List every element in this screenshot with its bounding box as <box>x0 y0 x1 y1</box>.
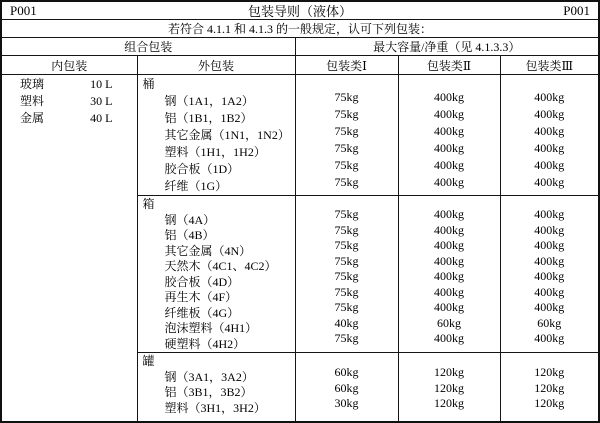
max-net-mass-value: 75kg <box>334 175 359 189</box>
column-header-packing-group-3: 包装类Ⅲ <box>500 56 598 75</box>
max-net-mass-value: 400kg <box>534 90 565 104</box>
instruction-code-right: P001 <box>563 2 591 18</box>
max-net-mass-value: 400kg <box>434 107 464 121</box>
inner-packaging-cell <box>2 75 137 423</box>
max-net-mass-value: 60kg <box>334 380 359 395</box>
max-net-mass-value: 30kg <box>334 396 359 410</box>
max-net-mass-value: 75kg <box>334 90 359 104</box>
max-net-mass-value: 400kg <box>434 141 464 155</box>
pg3-values-boxes <box>500 196 598 353</box>
inner-packaging-row <box>2 93 137 110</box>
pg2-values-drums <box>398 75 500 196</box>
outer-material-label: 胶合板（1D） <box>164 162 240 176</box>
outer-material-label: 钢（3A1，3A2） <box>164 369 254 384</box>
column-header-outer-packaging: 外包装 <box>137 56 295 75</box>
max-net-mass-value: 400kg <box>434 90 464 104</box>
outer-packaging-cell-boxes <box>137 196 295 353</box>
title-row <box>2 2 598 20</box>
max-net-mass-value: 120kg <box>534 380 565 395</box>
inner-capacity-metal: 40 L <box>90 111 113 125</box>
column-header-packing-group-2: 包装类Ⅱ <box>398 56 500 75</box>
outer-material-label: 铝（3B1，3B2） <box>164 385 253 399</box>
max-net-mass-value: 400kg <box>434 124 464 138</box>
max-net-mass-value: 400kg <box>534 331 565 345</box>
instruction-code-left: P001 <box>10 2 37 18</box>
max-net-mass-value: 120kg <box>534 365 565 379</box>
max-net-mass-value: 400kg <box>534 158 565 172</box>
max-net-mass-value: 400kg <box>434 284 464 299</box>
max-net-mass-value: 400kg <box>434 158 464 172</box>
outer-material-label: 钢（1A1，1A2） <box>164 94 254 108</box>
max-net-mass-value: 400kg <box>434 253 464 268</box>
max-net-mass-value: 75kg <box>334 141 359 155</box>
max-net-mass-value: 400kg <box>434 300 464 314</box>
pg1-values-jerricans <box>295 353 398 423</box>
outer-material-label: 纤维板（4G） <box>164 305 240 320</box>
inner-packaging-row <box>2 76 137 93</box>
outer-material-label: 塑料（3H1，3H2） <box>164 400 266 415</box>
max-net-mass-value: 400kg <box>534 107 565 121</box>
max-net-mass-value: 120kg <box>534 396 565 410</box>
outer-material-label: 其它金属（4N） <box>164 243 252 258</box>
max-net-mass-value: 400kg <box>534 141 565 155</box>
pg1-values-boxes <box>295 196 398 353</box>
max-net-mass-value: 400kg <box>434 331 464 345</box>
pg3-values-jerricans <box>500 353 598 423</box>
column-header-packing-group-1: 包装类Ⅰ <box>295 56 398 75</box>
outer-material-label: 其它金属（1N1，1N2） <box>164 128 290 142</box>
section-label-jerricans: 罐 <box>142 354 155 368</box>
max-net-mass-value: 400kg <box>434 207 464 221</box>
inner-capacity-glass: 10 L <box>90 77 113 91</box>
max-net-mass-value: 400kg <box>534 207 565 221</box>
max-net-mass-value: 75kg <box>334 300 359 314</box>
max-net-mass-value: 400kg <box>434 238 464 252</box>
condition-note: 若符合 4.1.1 和 4.1.3 的一般规定，认可下列包装： <box>2 20 598 38</box>
max-net-mass-value: 60kg <box>334 365 359 379</box>
max-net-mass-value: 120kg <box>434 365 464 379</box>
max-net-mass-value: 60kg <box>437 315 461 330</box>
outer-material-label: 胶合板（4D） <box>164 274 240 289</box>
max-net-mass-value: 400kg <box>434 175 464 189</box>
max-net-mass-value: 400kg <box>534 238 565 252</box>
outer-material-label: 天然木（4C1、4C2） <box>164 259 277 273</box>
inner-material-metal: 金属 <box>20 111 45 125</box>
inner-packaging-row <box>2 110 137 127</box>
max-net-mass-value: 400kg <box>434 222 464 237</box>
max-net-mass-value: 400kg <box>534 222 565 237</box>
drum-material-list <box>138 93 295 195</box>
inner-material-plastic: 塑料 <box>20 94 45 108</box>
outer-packaging-cell-jerricans <box>137 353 295 423</box>
pg2-values-boxes <box>398 196 500 353</box>
column-header-inner-packaging: 内包装 <box>2 56 137 75</box>
outer-material-label: 纤维（1G） <box>164 179 228 193</box>
max-net-mass-value: 60kg <box>537 315 562 330</box>
max-net-mass-value: 75kg <box>334 253 359 268</box>
max-net-mass-value: 120kg <box>434 380 464 395</box>
max-net-mass-value: 75kg <box>334 284 359 299</box>
max-net-mass-value: 75kg <box>334 331 359 345</box>
max-net-mass-value: 400kg <box>434 269 464 283</box>
max-net-mass-value: 400kg <box>534 284 565 299</box>
box-material-list <box>138 213 295 353</box>
max-net-mass-value: 400kg <box>534 175 565 189</box>
max-net-mass-value: 400kg <box>534 269 565 283</box>
max-net-mass-value: 75kg <box>334 124 359 138</box>
section-label-boxes: 箱 <box>142 197 155 211</box>
outer-material-label: 再生木（4F） <box>164 290 238 304</box>
outer-material-label: 泡沫塑料（4H1） <box>164 321 258 335</box>
max-net-mass-value: 75kg <box>334 158 359 172</box>
outer-material-label: 铝（4B） <box>164 228 215 242</box>
inner-capacity-plastic: 30 L <box>90 94 113 108</box>
pg2-values-jerricans <box>398 353 500 423</box>
jerrican-material-list <box>138 370 295 417</box>
section-label-drums: 桶 <box>142 77 155 91</box>
max-net-mass-value: 400kg <box>534 253 565 268</box>
max-net-mass-value: 75kg <box>334 107 359 121</box>
max-net-mass-value: 75kg <box>334 269 359 283</box>
max-net-mass-value: 75kg <box>334 222 359 237</box>
outer-packaging-cell-drums <box>137 75 295 196</box>
inner-material-glass: 玻璃 <box>20 77 45 91</box>
max-net-mass-value: 40kg <box>334 315 359 330</box>
group-header-combination: 组合包装 <box>2 38 295 56</box>
outer-material-label: 铝（1B1，1B2） <box>164 111 253 125</box>
outer-material-label: 塑料（1H1，1H2） <box>164 145 266 159</box>
pg3-values-drums <box>500 75 598 196</box>
max-net-mass-value: 400kg <box>534 300 565 314</box>
max-net-mass-value: 120kg <box>434 396 464 410</box>
outer-material-label: 钢（4A） <box>164 212 216 227</box>
outer-material-label: 硬塑料（4H2） <box>164 336 246 351</box>
group-header-max-capacity: 最大容量/净重（见 4.1.3.3） <box>295 38 598 56</box>
max-net-mass-value: 75kg <box>334 207 359 221</box>
max-net-mass-value: 75kg <box>334 238 359 252</box>
p001-packing-table <box>2 2 598 423</box>
max-net-mass-value: 400kg <box>534 124 565 138</box>
pg1-values-drums <box>295 75 398 196</box>
page-title: 包装导则（液体） <box>248 4 353 19</box>
